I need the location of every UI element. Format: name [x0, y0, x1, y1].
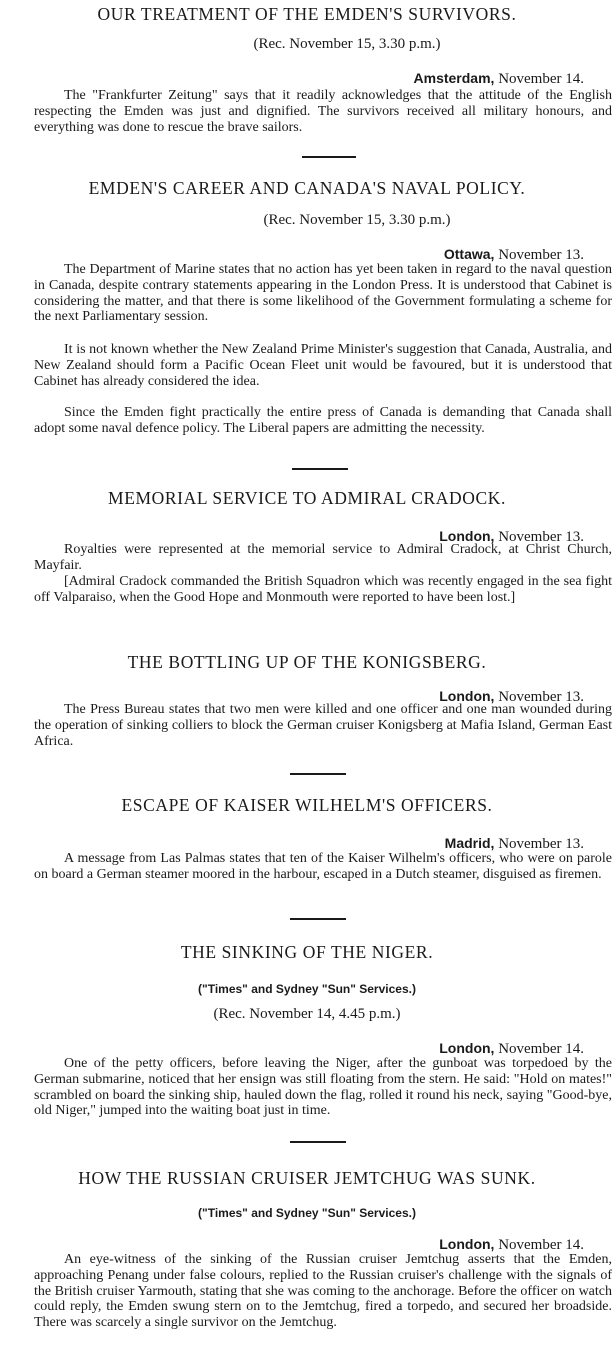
dateline-place: Amsterdam, — [413, 70, 495, 86]
dateline-date: November 13. — [498, 836, 584, 852]
headline-russian-cruiser-jemtchug: HOW THE RUSSIAN CRUISER JEMTCHUG WAS SUNK. — [78, 1168, 536, 1188]
dateline-place: London, — [439, 1040, 495, 1056]
article-paragraph: It is not known whether the New Zealand Prime Minister's suggestion that Canada, Australia, and New Zealand should form a Pacific Ocean Fleet unit would be favoured, but it is understood that Cabinet has already considered the idea. — [34, 342, 612, 389]
article-paragraph: A message from Las Palmas states that ten of the Kaiser Wilhelm's officers, who were on parole on board a German steamer moored in the harbour, escaped in a Dutch steamer, disguised as firemen. — [34, 851, 612, 882]
article-paragraph: The "Frankfurter Zeitung" says that it readily acknowledges that the attitude of the English respecting the Emden was just and dignified. The survivors received all military honours, and everything was done to rescue the brave sailors. — [34, 88, 612, 135]
article-paragraph: The Press Bureau states that two men were killed and one officer and one man wounded during the operation of sinking colliers to block the German cruiser Konigsberg at Mafia Island, German East Africa. — [34, 702, 612, 749]
section-divider — [302, 156, 356, 158]
article-paragraph: [Admiral Cradock commanded the British Squadron which was recently engaged in the sea fight off Valparaiso, when the Good Hope and Monmouth were reported to have been lost.] — [34, 574, 612, 605]
received-time: (Rec. November 15, 3.30 p.m.) — [263, 212, 451, 228]
dateline — [414, 70, 584, 88]
headline-cradock-memorial: MEMORIAL SERVICE TO ADMIRAL CRADOCK. — [108, 488, 506, 508]
headline-emden-survivors: OUR TREATMENT OF THE EMDEN'S SURVIVORS. — [97, 4, 517, 24]
article-paragraph: Since the Emden fight practically the entire press of Canada is demanding that Canada shall adopt some naval defence policy. The Liberal papers are admitting the necessity. — [34, 405, 612, 436]
dateline-place: London, — [439, 688, 495, 704]
article-paragraph: One of the petty officers, before leaving the Niger, after the gunboat was torpedoed by the German submarine, noticed that her ensign was still floating from the stern. He said: "Hold on mates!" scrambled on board the sinking ship, hauled down the flag, rolled it round his neck, saying "Good-bye, old Niger," jumped into the waiting boat just in time. — [34, 1056, 612, 1119]
dateline-date: November 14. — [498, 1237, 584, 1253]
headline-sinking-niger: THE SINKING OF THE NIGER. — [180, 942, 434, 962]
dateline-date: November 13. — [498, 529, 584, 545]
service-credit: ("Times" and Sydney "Sun" Services.) — [198, 982, 416, 996]
headline-kaiser-wilhelm-officers: ESCAPE OF KAISER WILHELM'S OFFICERS. — [121, 795, 493, 815]
article-paragraph: An eye-witness of the sinking of the Russian cruiser Jemtchug asserts that the Emden, approaching Penang under false colours, replied to the Russian cruiser's challenge with the signals of the British cruiser Yarmouth, stating that she was coming to the anchorage. Before the officer on watch could reply, the Emden swung stern on to the Jemtchug, fired a torpedo, and secured her broadside. There was scarcely a single survivor on the Jemtchug. — [34, 1252, 612, 1331]
section-divider — [290, 1141, 346, 1143]
received-time: (Rec. November 15, 3.30 p.m.) — [253, 36, 441, 52]
headline-konigsberg: THE BOTTLING UP OF THE KONIGSBERG. — [127, 652, 487, 672]
dateline-place: London, — [439, 528, 495, 544]
dateline-date: November 14. — [498, 71, 584, 87]
dateline-place: Madrid, — [444, 835, 495, 851]
headline-canada-naval-policy: EMDEN'S CAREER AND CANADA'S NAVAL POLICY. — [88, 178, 526, 198]
dateline-date: November 13. — [498, 689, 584, 705]
section-divider — [292, 468, 348, 470]
dateline-date: November 14. — [498, 1041, 584, 1057]
article-paragraph: Royalties were represented at the memorial service to Admiral Cradock, at Christ Church, Mayfair. — [34, 542, 612, 573]
dateline-place: London, — [439, 1236, 495, 1252]
dateline-place: Ottawa, — [443, 246, 495, 262]
article-paragraph: The Department of Marine states that no action has yet been taken in regard to the naval question in Canada, despite contrary statements appearing in the London Press. It is understood that Cabinet is considering the matter, and that there is some likelihood of the Government formulating a scheme for the next Parliamentary session. — [34, 262, 612, 325]
dateline-date: November 13. — [498, 247, 584, 263]
service-credit: ("Times" and Sydney "Sun" Services.) — [198, 1206, 416, 1220]
section-divider — [290, 918, 346, 920]
section-divider — [290, 773, 346, 775]
received-time: (Rec. November 14, 4.45 p.m.) — [213, 1006, 401, 1022]
